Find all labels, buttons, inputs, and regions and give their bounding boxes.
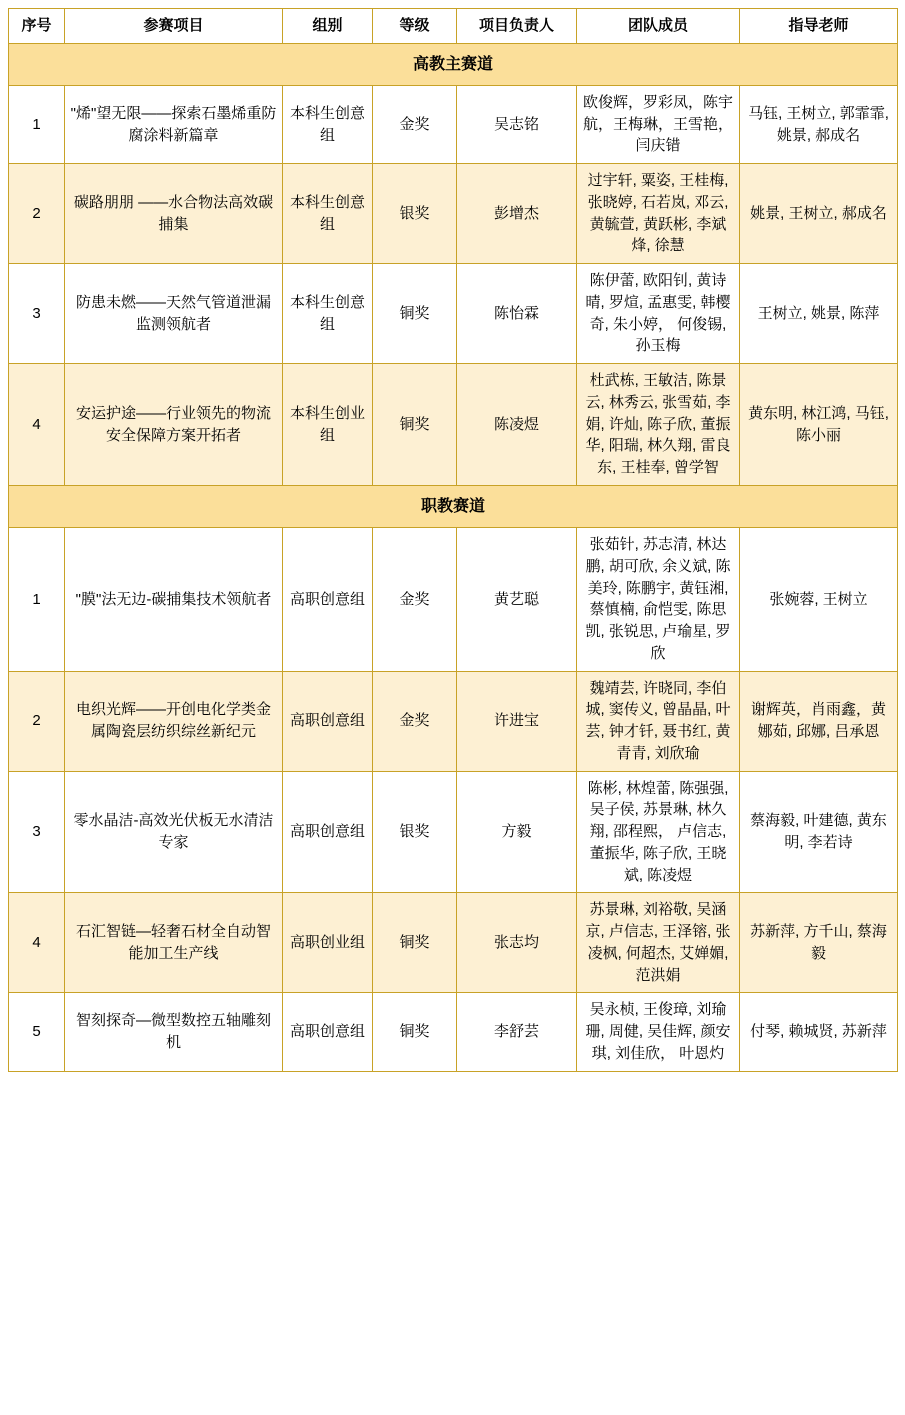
- cell-teacher: 黄东明, 林江鸿, 马钰, 陈小丽: [740, 364, 898, 486]
- cell-no: 3: [9, 264, 65, 364]
- cell-leader: 陈凌煜: [457, 364, 577, 486]
- cell-members: 过宇轩, 粟姿, 王桂梅, 张晓婷, 石若岚, 邓云, 黄毓萱, 黄跃彬, 李斌烽, 徐慧: [577, 164, 740, 264]
- table-row: [9, 671, 898, 771]
- table-header: [9, 9, 898, 44]
- section-header-row: [9, 43, 898, 85]
- cell-level: 铜奖: [373, 993, 457, 1071]
- cell-teacher: 张婉蓉, 王树立: [740, 528, 898, 672]
- cell-group: 本科生创业组: [283, 364, 373, 486]
- table-row: [9, 771, 898, 893]
- header-cell-group: 组别: [283, 9, 373, 44]
- cell-level: 金奖: [373, 671, 457, 771]
- cell-teacher: 马钰, 王树立, 郭霏霏, 姚景, 郝成名: [740, 85, 898, 163]
- cell-group: 高职创业组: [283, 893, 373, 993]
- cell-group: 高职创意组: [283, 993, 373, 1071]
- cell-members: 魏靖芸, 许晓同, 李伯城, 窦传义, 曾晶晶, 叶芸, 钟才钎, 聂书红, 黄青青, 刘欣瑜: [577, 671, 740, 771]
- cell-project: 智刻探奇—微型数控五轴雕刻机: [65, 993, 283, 1071]
- cell-no: 2: [9, 671, 65, 771]
- cell-leader: 彭增杰: [457, 164, 577, 264]
- cell-leader: 许进宝: [457, 671, 577, 771]
- cell-teacher: 苏新萍, 方千山, 蔡海毅: [740, 893, 898, 993]
- cell-members: 陈伊蕾, 欧阳钊, 黄诗晴, 罗煊, 孟惠雯, 韩樱奇, 朱小婷， 何俊锡, 孙玉梅: [577, 264, 740, 364]
- cell-level: 银奖: [373, 771, 457, 893]
- header-cell-project: 参赛项目: [65, 9, 283, 44]
- cell-group: 高职创意组: [283, 671, 373, 771]
- cell-no: 1: [9, 85, 65, 163]
- header-cell-leader: 项目负责人: [457, 9, 577, 44]
- section-title: 高教主赛道: [9, 43, 898, 85]
- table-row: [9, 364, 898, 486]
- cell-project: 石汇智链—轻奢石材全自动智能加工生产线: [65, 893, 283, 993]
- cell-group: 高职创意组: [283, 528, 373, 672]
- cell-level: 金奖: [373, 85, 457, 163]
- cell-project: "烯"望无限——探索石墨烯重防腐涂料新篇章: [65, 85, 283, 163]
- award-results-table: [8, 8, 898, 1072]
- cell-no: 1: [9, 528, 65, 672]
- cell-project: 电织光辉——开创电化学类金属陶瓷层纺织综丝新纪元: [65, 671, 283, 771]
- cell-no: 3: [9, 771, 65, 893]
- cell-project: 防患未燃——天然气管道泄漏监测领航者: [65, 264, 283, 364]
- cell-leader: 李舒芸: [457, 993, 577, 1071]
- cell-group: 本科生创意组: [283, 264, 373, 364]
- cell-leader: 方毅: [457, 771, 577, 893]
- header-cell-no: 序号: [9, 9, 65, 44]
- cell-teacher: 谢辉英，肖雨鑫，黄娜茹, 邱娜, 吕承恩: [740, 671, 898, 771]
- table-row: [9, 85, 898, 163]
- cell-group: 本科生创意组: [283, 164, 373, 264]
- cell-leader: 张志均: [457, 893, 577, 993]
- cell-teacher: 付琴, 赖城贤, 苏新萍: [740, 993, 898, 1071]
- cell-leader: 陈怡霖: [457, 264, 577, 364]
- cell-leader: 吴志铭: [457, 85, 577, 163]
- cell-members: 欧俊辉，罗彩凤，陈宇航，王梅琳，王雪艳，闫庆错: [577, 85, 740, 163]
- section-title: 职教赛道: [9, 485, 898, 527]
- table-row: [9, 164, 898, 264]
- cell-level: 金奖: [373, 528, 457, 672]
- cell-level: 铜奖: [373, 364, 457, 486]
- cell-project: 碳路朋朋 ——水合物法高效碳捕集: [65, 164, 283, 264]
- cell-no: 4: [9, 893, 65, 993]
- cell-no: 5: [9, 993, 65, 1071]
- cell-members: 杜武栋, 王敏洁, 陈景云, 林秀云, 张雪茹, 李娟, 许灿, 陈子欣, 董振华, 阳瑞, 林久翔, 雷良东, 王桂奉, 曾学智: [577, 364, 740, 486]
- header-cell-level: 等级: [373, 9, 457, 44]
- header-row: [9, 9, 898, 44]
- cell-members: 陈彬, 林煌蕾, 陈强强, 吴子侯, 苏景琳, 林久翔, 邵程熙， 卢信志, 董振华, 陈子欣, 王晓斌, 陈凌煜: [577, 771, 740, 893]
- cell-members: 苏景琳, 刘裕敬, 吴涵京, 卢信志, 王泽镕, 张凌枫, 何超杰, 艾婵媚, 范洪娟: [577, 893, 740, 993]
- cell-level: 铜奖: [373, 264, 457, 364]
- cell-level: 铜奖: [373, 893, 457, 993]
- table-row: [9, 528, 898, 672]
- cell-teacher: 蔡海毅, 叶建德, 黄东明, 李若诗: [740, 771, 898, 893]
- table-row: [9, 893, 898, 993]
- cell-members: 张茹针, 苏志清, 林达鹏, 胡可欣, 余义斌, 陈美玲, 陈鹏宇, 黄钰湘, 蔡慎楠, 俞恺雯, 陈思凯, 张锐思, 卢瑜星, 罗欣: [577, 528, 740, 672]
- cell-members: 吴永桢, 王俊璋, 刘瑜珊, 周健, 吴佳辉, 颜安琪, 刘佳欣， 叶恩灼: [577, 993, 740, 1071]
- section-header-row: [9, 485, 898, 527]
- header-cell-teacher: 指导老师: [740, 9, 898, 44]
- cell-project: 零水晶洁-高效光伏板无水清洁专家: [65, 771, 283, 893]
- table-row: [9, 993, 898, 1071]
- cell-leader: 黄艺聪: [457, 528, 577, 672]
- table-row: [9, 264, 898, 364]
- cell-project: 安运护途——行业领先的物流安全保障方案开拓者: [65, 364, 283, 486]
- cell-level: 银奖: [373, 164, 457, 264]
- cell-group: 本科生创意组: [283, 85, 373, 163]
- cell-no: 4: [9, 364, 65, 486]
- cell-teacher: 姚景, 王树立, 郝成名: [740, 164, 898, 264]
- cell-no: 2: [9, 164, 65, 264]
- header-cell-members: 团队成员: [577, 9, 740, 44]
- cell-teacher: 王树立, 姚景, 陈萍: [740, 264, 898, 364]
- table-body: [9, 43, 898, 1071]
- cell-project: "膜"法无边-碳捕集技术领航者: [65, 528, 283, 672]
- cell-group: 高职创意组: [283, 771, 373, 893]
